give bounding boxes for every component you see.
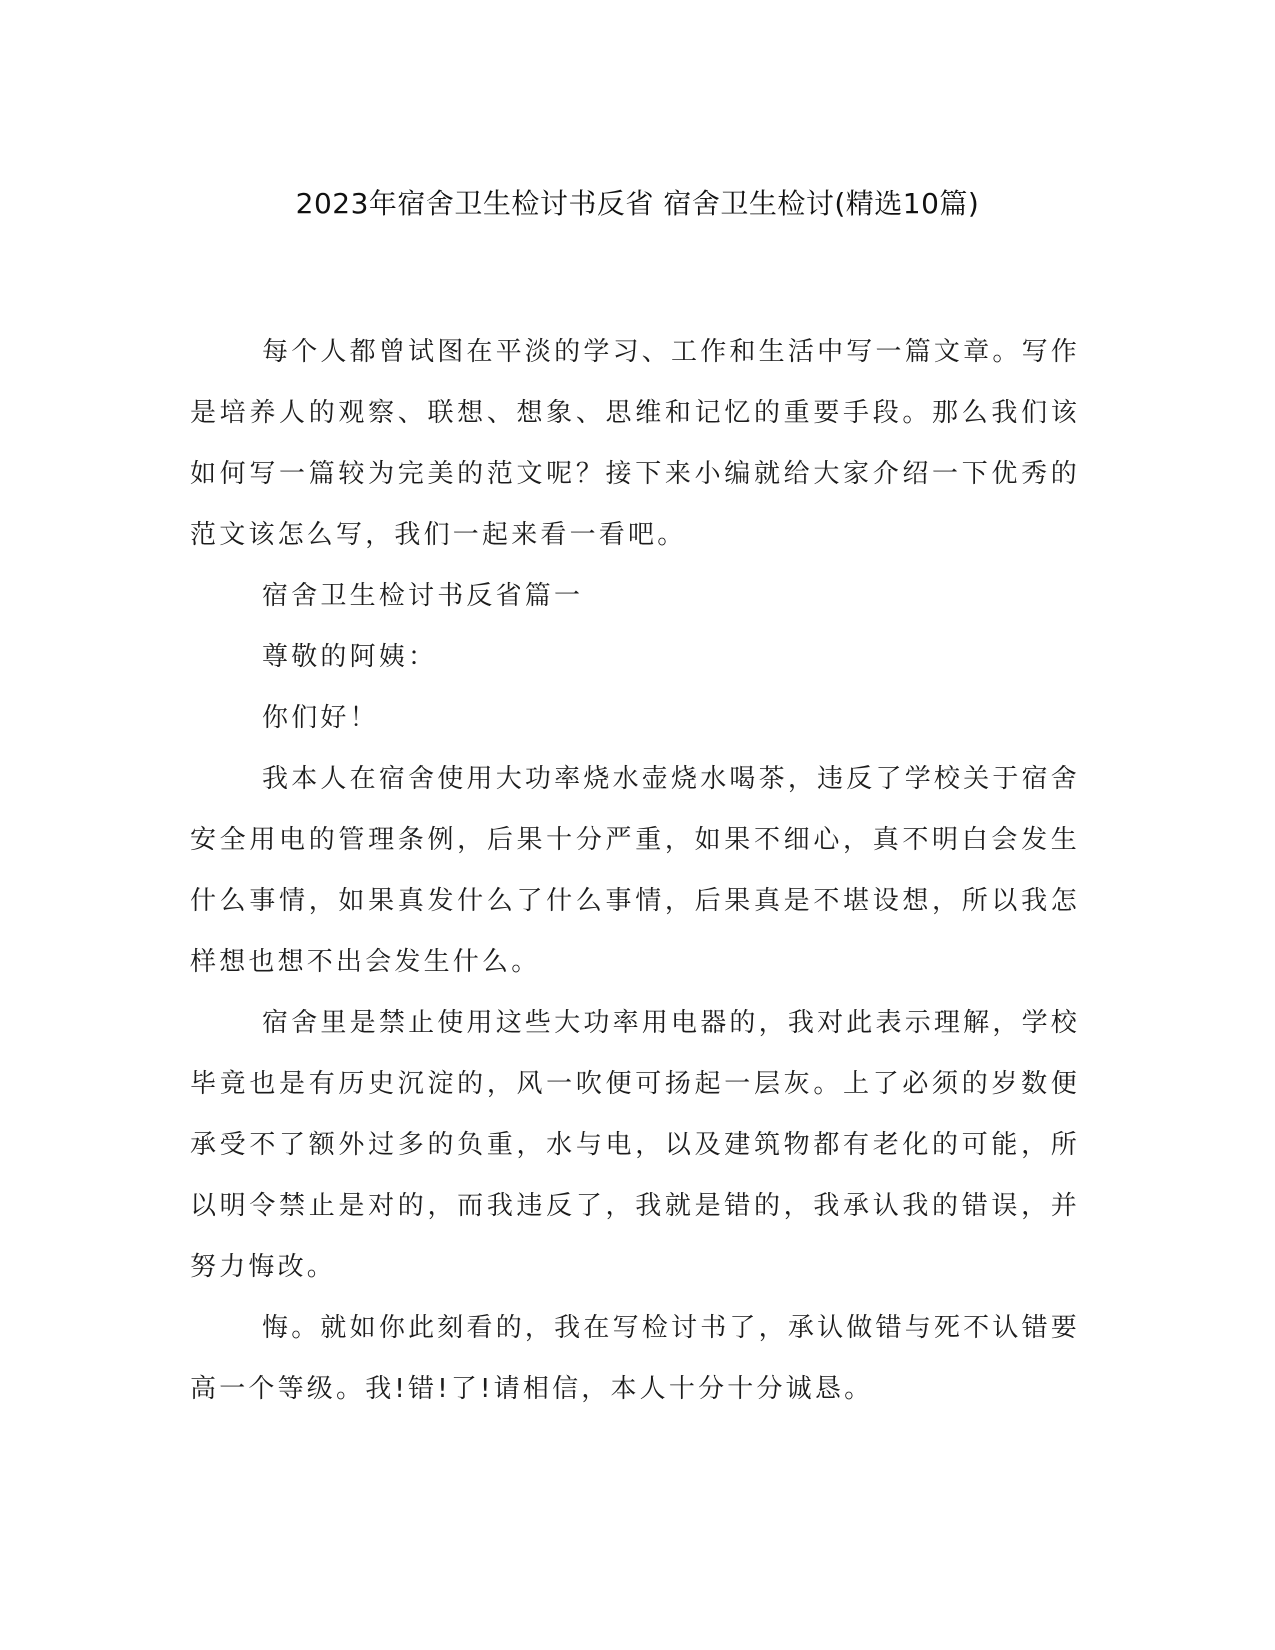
document-title: 2023年宿舍卫生检讨书反省 宿舍卫生检讨(精选10篇): [295, 187, 980, 220]
body-paragraph: 我本人在宿舍使用大功率烧水壶烧水喝茶，违反了学校关于宿舍安全用电的管理条例，后果十分严重，如果不细心，真不明白会发生什么事情，如果真发什么了什么事情，后果真是不堪设想，所以我怎样想也想不出会发生什么。: [190, 764, 1080, 977]
document-body: [190, 322, 1080, 1420]
intro-paragraph: 每个人都曾试图在平淡的学习、工作和生活中写一篇文章。写作是培养人的观察、联想、想象、思维和记忆的重要手段。那么我们该如何写一篇较为完美的范文呢？接下来小编就给大家介绍一下优秀的范文该怎么写，我们一起来看一看吧。: [190, 337, 1080, 550]
body-paragraph: 悔。就如你此刻看的，我在写检讨书了，承认做错与死不认错要高一个等级。我!错!了!请相信，本人十分十分诚恳。: [190, 1313, 1080, 1404]
section-heading: 宿舍卫生检讨书反省篇一: [262, 581, 584, 611]
salutation: 尊敬的阿姨：: [262, 642, 438, 672]
greeting: 你们好！: [262, 703, 379, 733]
body-paragraph: 宿舍里是禁止使用这些大功率用电器的，我对此表示理解，学校毕竟也是有历史沉淀的，风一吹便可扬起一层灰。上了必须的岁数便承受不了额外过多的负重，水与电，以及建筑物都有老化的可能，所以明令禁止是对的，而我违反了，我就是错的，我承认我的错误，并努力悔改。: [190, 1008, 1080, 1282]
